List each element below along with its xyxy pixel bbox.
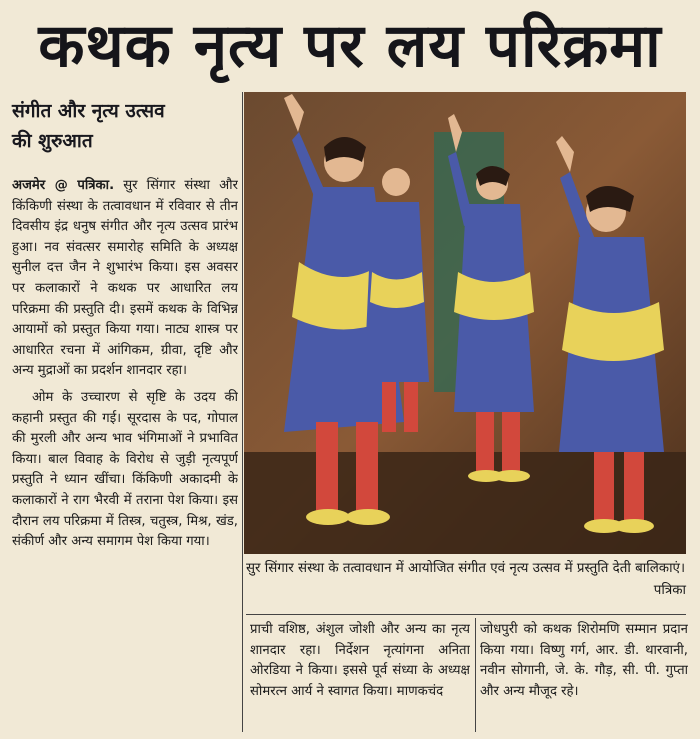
caption-text: सुर सिंगार संस्था के तत्वावधान में आयोजित संगीत एवं नृत्य उत्सव में प्रस्तुति देती बालिकाएं। [246,561,686,576]
headline: कथक नृत्य पर लय परिक्रमा [38,11,662,81]
subheadline [12,96,234,156]
article-column-mid [250,620,470,732]
article-paragraph [12,388,238,553]
article-column-left [12,176,238,734]
photo-caption [246,560,686,610]
article-paragraph: जोधपुरी को कथक शिरोमणि सम्मान प्रदान किया गया। विष्णु गर्ग, आर. डी. थारवानी, नवीन सोगानी, जे. के. गौड़, सी. पी. गुप्ता और अन्य मौजूद रहे। [480,622,688,699]
column-divider [242,92,243,732]
caption-rule [246,614,686,615]
article-paragraph [12,176,238,382]
subheadline-line-1: संगीत और नृत्य उत्सव [12,100,165,122]
photo-credit: पत्रिका [653,583,686,598]
dancers-photo-illustration [244,92,686,554]
article-photo [244,92,686,554]
column-divider [475,618,476,732]
dateline: अजमेर @ पत्रिका. [12,178,115,193]
paragraph-text: सुर सिंगार संस्था और किंकिणी संस्था के तत्वावधान में रविवार से तीन दिवसीय इंद्र धनुष संगीत और नृत्य उत्सव प्रारंभ हुआ। नव संवत्सर समारोह समिति के अध्यक्ष सुनील दत्त जैन ने शुभारंभ किया। इस अवसर पर कलाकारों ने कथक पर आधारित लय परिक्रमा की प्रस्तुति दी। इसमें कथक के विभिन्न आयामों को प्रस्तुत किया गया। नाट्य शास्त्र पर आधारित रचना में आंगिकम, ग्रीवा, दृष्टि और अन्य मुद्राओं का प्रदर्शन शानदार रहा। [12,178,238,379]
article-column-right [480,620,688,732]
article-paragraph: प्राची वशिष्ठ, अंशुल जोशी और अन्य का नृत्य शानदार रहा। निर्देशन नृत्यांगना अनिता ओरडिया ने किया। इससे पूर्व संध्या के अध्यक्ष सोमरत्न आर्य ने स्वागत किया। माणकचंद [250,622,470,699]
subheadline-line-2: की शुरुआत [12,130,93,152]
paragraph-text: ओम के उच्चारण से सृष्टि के उदय की कहानी प्रस्तुत की गई। सूरदास के पद, गोपाल की मुरली और अन्य भाव भंगिमाओं ने प्रभावित किया। बाल विवाह के विरोध से जुड़ी नृत्यपूर्ण प्रस्तुति ने ध्यान खींचा। किंकिणी अकादमी के कलाकारों ने राग भैरवी में तराना पेश किया। इस दौरान लय परिक्रमा में तिस्त्र, चतुस्त्र, मिश्र, खंड, संकीर्ण और अन्य समागम पेश किया गया। [12,389,238,550]
